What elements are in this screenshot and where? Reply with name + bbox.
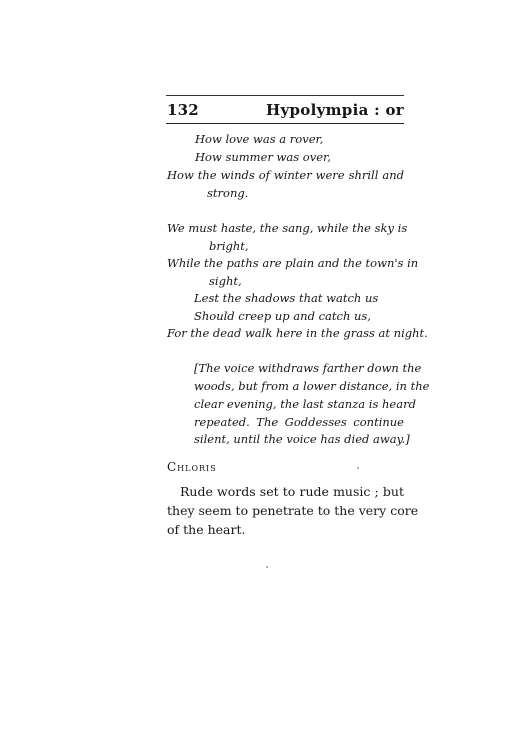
- verse-line: sight,: [209, 274, 242, 288]
- speech-line: Rude words set to rude music ; but: [180, 484, 404, 499]
- stage-direction-line: [The voice withdraws farther down the: [194, 361, 422, 375]
- running-head: Hypolympia : or: [266, 101, 404, 119]
- verse-line: How summer was over,: [195, 150, 331, 164]
- page-number: 132: [167, 101, 199, 119]
- verse-line: How love was a rover,: [195, 132, 324, 146]
- verse-line: bright,: [209, 239, 249, 253]
- stage-direction-line: silent, until the voice has died away.]: [194, 432, 410, 446]
- verse-line: For the dead walk here in the grass at night.: [167, 326, 428, 340]
- verse-line: strong.: [207, 186, 249, 200]
- speaker-name: Chloris: [167, 460, 217, 474]
- verse-line: While the paths are plain and the town's in: [167, 256, 419, 270]
- stage-direction-line: woods, but from a lower distance, in the: [194, 379, 430, 393]
- verse-line: Lest the shadows that watch us: [194, 291, 379, 305]
- stage-direction-line: repeated. The Goddesses continue: [194, 415, 404, 429]
- ink-speck: [266, 566, 268, 568]
- verse-line: We must haste, the sang, while the sky is: [167, 221, 408, 235]
- ink-speck: [357, 467, 359, 469]
- speech-line: they seem to penetrate to the very core: [167, 503, 419, 518]
- verse-line: Should creep up and catch us,: [194, 309, 371, 323]
- stage-direction-line: clear evening, the last stanza is heard: [194, 397, 416, 411]
- header-rule: [166, 123, 404, 124]
- top-rule: [166, 95, 404, 96]
- verse-line: How the winds of winter were shrill and: [167, 168, 404, 182]
- speech-line: of the heart.: [167, 522, 246, 537]
